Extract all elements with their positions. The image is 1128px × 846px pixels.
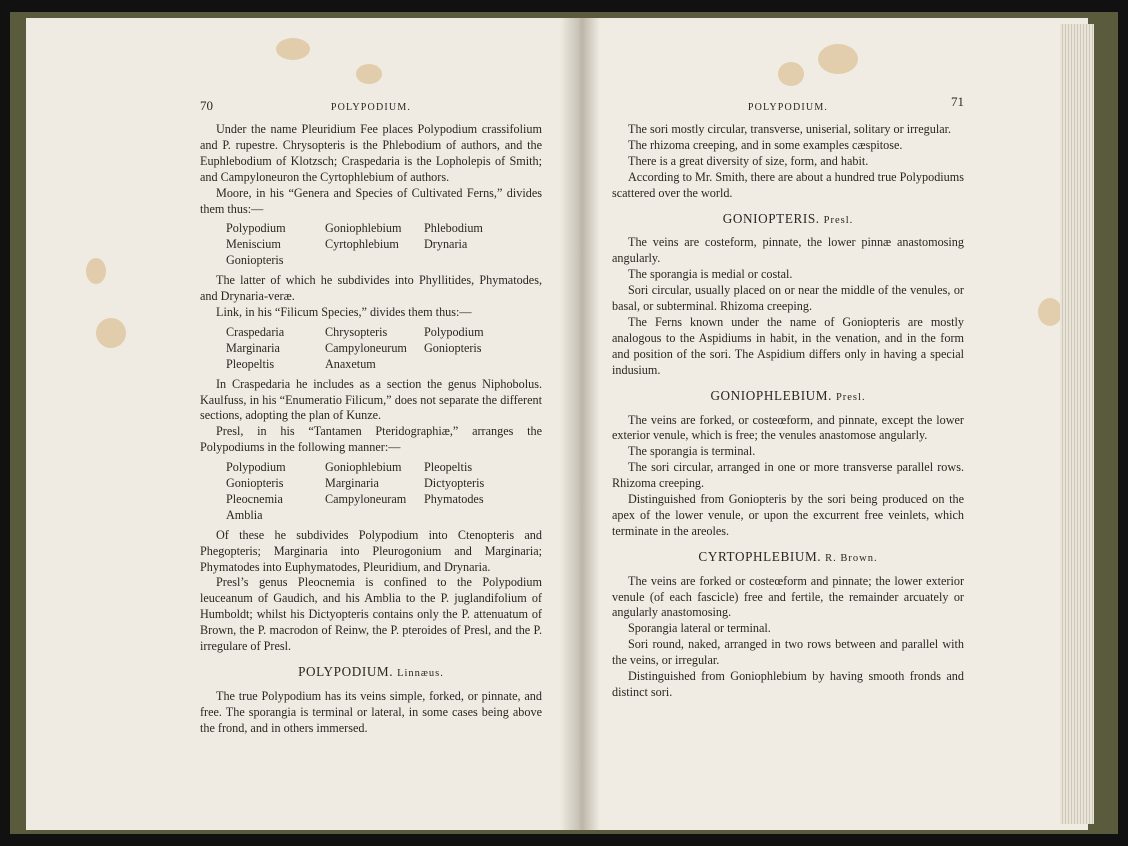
- genus-list-presl: [226, 460, 526, 524]
- list-item: Pleocnemia: [226, 491, 283, 506]
- running-head: [200, 100, 542, 122]
- list-item: Anaxetum: [325, 356, 376, 371]
- foxing-spot: [818, 44, 858, 74]
- heading-title: GONIOPHLEBIUM.: [710, 387, 833, 403]
- paragraph: The veins are forked or costeœform and pinnate; the lower exterior venule (of each fascicle) free and fertile, the remainder arcuately or angularly anastomosing.: [612, 573, 964, 620]
- list-item: Cyrtophlebium: [325, 237, 399, 252]
- list-item: Campyloneuram: [325, 491, 407, 506]
- foxing-spot: [96, 318, 126, 348]
- genus-list-link: [226, 325, 526, 373]
- list-item: Marginaria: [325, 476, 379, 491]
- paragraph: The latter of which he subdivides into Phyllitides, Phymatodes, and Drynaria-veræ.: [200, 273, 542, 304]
- paragraph: The true Polypodium has its veins simple, forked, or pinnate, and free. The sporangia is terminal or lateral, in some cases being above the frond, and in others immersed.: [200, 688, 542, 735]
- running-title: POLYPODIUM.: [330, 102, 412, 113]
- list-item: Pleopeltis: [424, 460, 473, 475]
- paragraph: Presl’s genus Pleocnemia is confined to the Polypodium leuceanum of Gaudich, and his Amblia to the P. juglandifolium of Humboldt; whilst his Dictyopteris contains only the P. attenuatum of Brown, the P. macrodon of Reinw, the P. pteroides of Presl, and the P. irregulare of Presl.: [200, 575, 542, 654]
- list-item: Goniopteris: [226, 476, 284, 491]
- paragraph: The sori circular, arranged in one or more transverse parallel rows. Rhizoma creeping.: [612, 460, 964, 491]
- paragraph: Sori circular, usually placed on or near the middle of the venules, or basal, or subterminal. Rhizoma creeping.: [612, 283, 964, 314]
- list-item: Phlebodium: [424, 221, 483, 236]
- list-item: Drynaria: [424, 237, 468, 252]
- heading-author: Presl.: [835, 391, 866, 403]
- book-gutter: [560, 18, 600, 830]
- paragraph: Under the name Pleuridium Fee places Polypodium crassifolium and P. rupestre. Chrysopteris is the Phlebodium of authors, and the Euphlebodium of Klotzsch; Craspedaria is the Lopholepis of Smith; and Campyloneuron the Cyrtophlebium of authors.: [200, 122, 542, 184]
- paragraph: The veins are costeform, pinnate, the lower pinnæ anastomosing angularly.: [612, 235, 964, 266]
- paragraph: The Ferns known under the name of Goniopteris are mostly analogous to the Aspidiums in habit, in the venation, and in the form and position of the sori. The Aspidium differs only in having a special indusium.: [612, 314, 964, 377]
- paragraph: The sporangia is terminal.: [628, 444, 756, 459]
- left-page-text: [200, 100, 542, 737]
- foxing-spot: [778, 62, 804, 86]
- paragraph: The veins are forked, or costeœform, and pinnate, except the lower exterior venule, which is free; the venules anastomose angularly.: [612, 412, 964, 443]
- list-item: Goniopteris: [424, 340, 482, 355]
- list-item: Campyloneurum: [325, 340, 407, 355]
- right-page-text: [612, 94, 964, 701]
- paragraph: Moore, in his “Genera and Species of Cultivated Ferns,” divides them thus:—: [200, 185, 542, 216]
- heading-author: Presl.: [823, 214, 854, 226]
- heading-author: R. Brown.: [825, 552, 878, 564]
- list-item: Goniopteris: [226, 253, 284, 268]
- paragraph: The rhizoma creeping, and in some examples cæspitose.: [628, 137, 903, 152]
- paragraph: There is a great diversity of size, form, and habit.: [628, 153, 869, 168]
- page-number: 71: [951, 94, 964, 109]
- paragraph: According to Mr. Smith, there are about a hundred true Polypodiums scattered over the world.: [612, 169, 964, 200]
- foxing-spot: [276, 38, 310, 60]
- paragraph: The sporangia is medial or costal.: [628, 267, 793, 282]
- genus-list-moore: [226, 221, 526, 269]
- list-item: Chrysopteris: [325, 324, 388, 339]
- list-item: Polypodium: [226, 460, 286, 475]
- paragraph: Link, in his “Filicum Species,” divides them thus:—: [216, 304, 472, 319]
- heading-author: Linnæus.: [397, 668, 444, 679]
- section-heading: [612, 388, 964, 406]
- list-item: Dictyopteris: [424, 476, 485, 491]
- paragraph: Sori round, naked, arranged in two rows between and parallel with the veins, or irregular.: [612, 637, 964, 668]
- list-item: Goniophlebium: [325, 460, 402, 475]
- foxing-spot: [86, 258, 106, 284]
- list-item: Polypodium: [424, 324, 484, 339]
- right-page-edges: [1060, 24, 1094, 824]
- paragraph: The sori mostly circular, transverse, uniserial, solitary or irregular.: [628, 122, 952, 136]
- foxing-spot: [356, 64, 382, 84]
- list-item: Phymatodes: [424, 491, 484, 506]
- paragraph: Presl, in his “Tantamen Pteridographiæ,” arranges the Polypodiums in the following manner:—: [200, 424, 542, 455]
- page-number: 70: [200, 98, 213, 113]
- list-item: Amblia: [226, 507, 263, 522]
- list-item: Marginaria: [226, 340, 280, 355]
- foxing-spot: [1038, 298, 1062, 326]
- paragraph: Distinguished from Goniophlebium by having smooth fronds and distinct sori.: [612, 669, 964, 699]
- list-item: Goniophlebium: [325, 221, 402, 236]
- running-head: [612, 94, 964, 122]
- list-item: Craspedaria: [226, 324, 285, 339]
- list-item: Meniscium: [226, 237, 281, 252]
- running-title: POLYPODIUM.: [747, 102, 829, 113]
- paragraph: Of these he subdivides Polypodium into Ctenopteris and Phegopteris; Marginaria into Pleurogonium and Marginaria; Phymatodes into Euphymatodes, Pleuridium, and Drynaria.: [200, 527, 542, 574]
- section-heading: [200, 664, 542, 682]
- paragraph: In Craspedaria he includes as a section the genus Niphobolus. Kaulfuss, in his “Enumeratio Filicum,” does not separate the different sections, adopting the plan of Kunze.: [200, 376, 542, 423]
- section-heading: [612, 211, 964, 229]
- section-heading: [612, 549, 964, 567]
- heading-title: GONIOPTERIS.: [722, 210, 820, 226]
- heading-title: POLYPODIUM.: [298, 664, 394, 679]
- paragraph: Sporangia lateral or terminal.: [628, 621, 771, 636]
- heading-title: CYRTOPHLEBIUM.: [698, 548, 822, 564]
- list-item: Pleopeltis: [226, 356, 275, 371]
- list-item: Polypodium: [226, 221, 286, 236]
- paragraph: Distinguished from Goniopteris by the sori being produced on the apex of the lower venule, or upon the excurrent free veinlets, which terminate in the areoles.: [612, 492, 964, 538]
